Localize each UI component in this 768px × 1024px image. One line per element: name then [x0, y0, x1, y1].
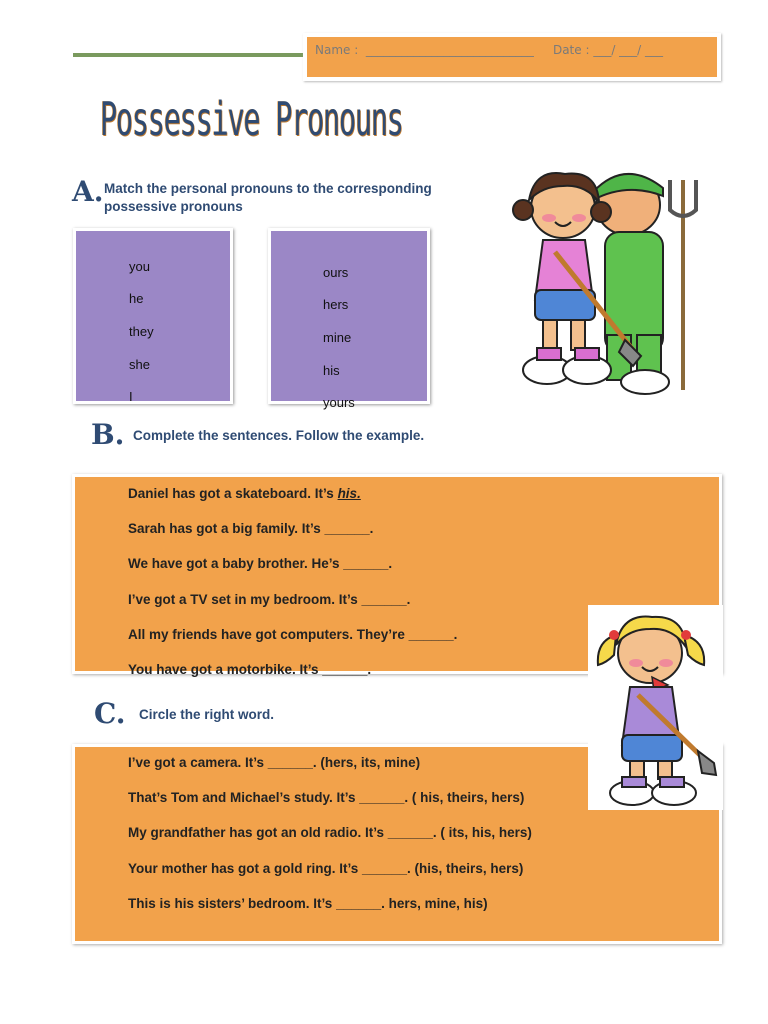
personal-pronoun: she: [129, 357, 150, 372]
section-a-instruction-line1: Match the personal pronouns to the corresponding: [104, 181, 432, 196]
exercise-sentence: All my friends have got computers. They’re ______.: [128, 627, 458, 642]
section-b-instruction: Complete the sentences. Follow the example.: [133, 428, 425, 443]
section-a-instruction-line2: possessive pronouns: [104, 199, 243, 214]
possessive-pronoun: ours: [323, 265, 349, 280]
children-gardening-illustration: [505, 160, 710, 400]
example-sentence: [128, 486, 361, 501]
possessive-pronoun: hers: [323, 297, 349, 312]
personal-pronouns-box: [73, 228, 233, 404]
personal-pronoun: I: [129, 389, 133, 401]
exercise-sentence: This is his sisters’ bedroom. It’s ______. hers, mine, his): [128, 896, 488, 911]
possessive-pronoun: mine: [323, 330, 352, 345]
exercise-sentence: That’s Tom and Michael’s study. It’s ______. ( his, theirs, hers): [128, 790, 525, 805]
exercise-sentence: I’ve got a camera. It’s ______. (hers, its, mine): [128, 755, 421, 770]
possessive-pronoun: his: [323, 363, 340, 378]
personal-pronoun: you: [129, 259, 150, 274]
section-a-instruction: [104, 180, 432, 216]
example-answer: his.: [337, 486, 361, 501]
exercise-sentence: You have got a motorbike. It’s ______.: [128, 662, 372, 677]
section-c-letter: C.: [94, 697, 126, 730]
decorative-line: [73, 53, 320, 57]
girl-with-hoe-illustration: [588, 605, 723, 810]
personal-pronoun: he: [129, 291, 144, 306]
example-sentence-prefix: Daniel has got a skateboard. It’s: [128, 486, 338, 501]
name-date-box: [303, 33, 721, 81]
page-title: Possessive Pronouns: [100, 92, 403, 146]
section-a-letter: A.: [72, 175, 104, 208]
exercise-sentence: Sarah has got a big family. It’s ______.: [128, 521, 374, 536]
personal-pronoun: they: [129, 324, 154, 339]
possessive-pronouns-box: [268, 228, 430, 410]
section-c-instruction: Circle the right word.: [139, 707, 275, 722]
exercise-sentence: Your mother has got a gold ring. It’s ______. (his, theirs, hers): [128, 861, 524, 876]
exercise-sentence: My grandfather has got an old radio. It’s ______. ( its, his, hers): [128, 825, 532, 840]
exercise-sentence: I’ve got a TV set in my bedroom. It’s ______.: [128, 592, 411, 607]
section-b-letter: B.: [91, 418, 125, 451]
name-date-label: Name : ____________________________ Date : ___/ ___/ ___: [315, 43, 664, 57]
possessive-pronoun: yours: [323, 395, 355, 410]
exercise-sentence: We have got a baby brother. He’s ______.: [128, 556, 393, 571]
